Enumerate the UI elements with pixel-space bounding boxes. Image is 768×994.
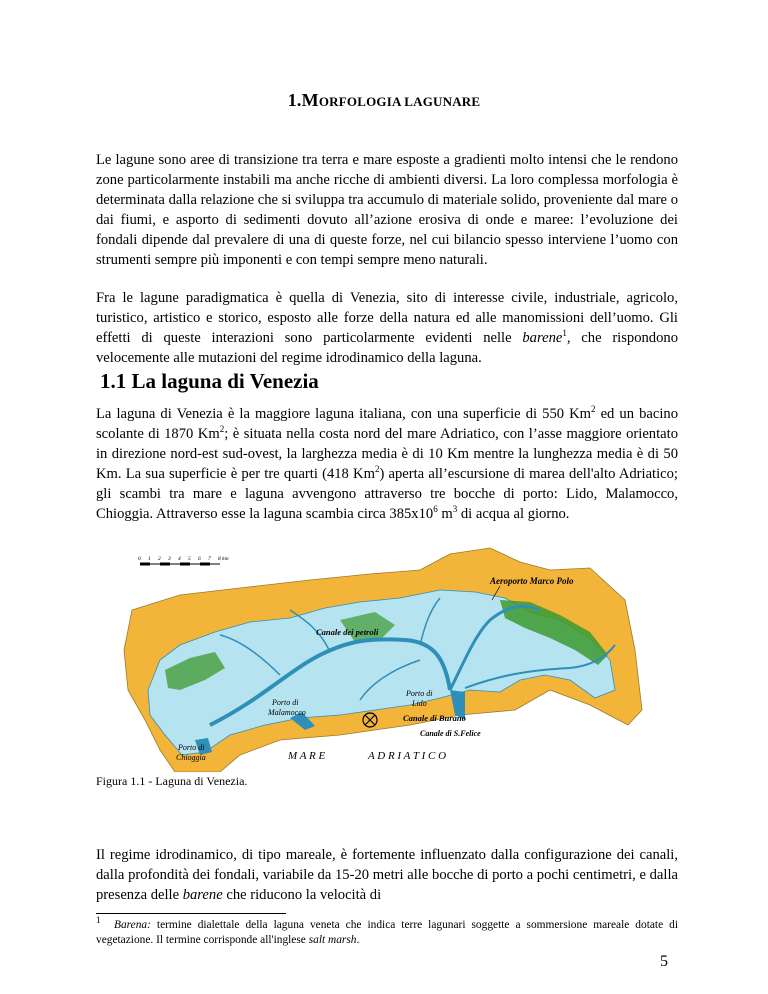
sup-superficie: 2 bbox=[591, 404, 596, 415]
footnote-text-b: . bbox=[356, 934, 360, 946]
scale-tick-3: 3 bbox=[168, 556, 171, 562]
paragraph-venezia-start: Fra le lagune paradigmatica è quella di Venezia, sito di interesse civile, industriale, agricolo, turistico, artistico e storico, esposto alle forze della natura ed alle manomissioni dell’uomo. Gli effetti di queste interazioni sono particolarmente evidenti nelle bbox=[96, 290, 678, 346]
paragraph-laguna bbox=[96, 404, 678, 524]
sup-bacino: 2 bbox=[219, 424, 225, 435]
label-canale-burano: Canale di Burano bbox=[403, 713, 466, 723]
label-porto-chioggia-2: Chioggia bbox=[176, 753, 206, 762]
scale-tick-2: 2 bbox=[158, 556, 161, 562]
label-porto-malamocco-2: Malamocco bbox=[268, 708, 306, 717]
footnote-text-a: termine dialettale della laguna veneta che indica terre lagunari soggette a sommersione mareale dotate di vegetazione. Il termine corrisponde all'inglese bbox=[96, 919, 678, 946]
paragraph-laguna-c: ; è situata nella costa nord del mare Adriatico, con l’asse maggiore orientato in direzione nord-est sud-ovest, la larghezza media è di 10 Km mentre la lunghezza media è di 50 Km. La sua superficie è per tre quarti (418 Km bbox=[96, 426, 678, 482]
paragraph-laguna-f: di acqua al giorno. bbox=[457, 506, 570, 522]
paragraph-laguna-e: m bbox=[437, 506, 453, 522]
sup-cubic: 3 bbox=[452, 504, 458, 515]
footnote-term-2: salt marsh bbox=[308, 934, 357, 946]
paragraph-regime bbox=[96, 845, 678, 905]
label-canale-sfelice: Canale di S.Felice bbox=[420, 729, 481, 738]
paragraph-intro: Le lagune sono aree di transizione tra terra e mare esposte a gradienti molto intensi che le rendono zone particolarmente instabili ma anche ricche di ambienti diversi. La loro complessa morfologia è determinata dalla relazione che si sviluppa tra accumulo di materiale solido, proveniente dal mare o dai fiumi, e asporto di sedimenti dovuto all’azione erosiva di onde e maree: l’evoluzione dei fondali dipende dal prevalere di una di queste forze, nel cui bilancio spesso interviene l’uomo con strumenti sempre più imponenti e con tempi sempre meno naturali. bbox=[96, 152, 678, 268]
scale-tick-8: 8 km bbox=[218, 556, 229, 562]
figure-caption: Figura 1.1 - Laguna di Venezia. bbox=[96, 774, 248, 788]
sup-quarti: 2 bbox=[374, 464, 380, 475]
footnote-divider bbox=[96, 913, 286, 914]
label-mare: M A R E bbox=[288, 750, 326, 762]
scale-tick-5: 5 bbox=[188, 556, 191, 562]
label-porto-lido-1: Porto di bbox=[406, 689, 433, 698]
footnote-ref: 1 bbox=[562, 328, 567, 339]
label-porto-lido-2: Lido bbox=[412, 699, 427, 708]
scale-tick-6: 6 bbox=[198, 556, 201, 562]
chapter-number: 1. bbox=[287, 90, 302, 110]
chapter-title-rest: ORFOLOGIA LAGUNARE bbox=[318, 94, 481, 109]
scale-tick-4: 4 bbox=[178, 556, 181, 562]
term-barene: barene bbox=[522, 330, 563, 346]
paragraph-venezia-end: , che rispondono velocemente alle mutazioni del regime idrodinamico della laguna. bbox=[96, 330, 678, 366]
map-scale-bar bbox=[138, 555, 229, 564]
paragraph-laguna-d: ) aperta all’escursione di marea dell'alto Adriatico; gli scambi tra mare e laguna avvengono attraverso tre bocche di porto: Lido, Malamocco, Chioggia. Attraverso esse la laguna scambia circa 385x10 bbox=[96, 466, 678, 522]
paragraph-laguna-a: La laguna di Venezia è la maggiore laguna italiana, con una superficie di 550 Km bbox=[96, 406, 591, 422]
footnote-term: Barena: bbox=[114, 919, 151, 931]
paragraph-regime-end: che riducono la velocità di bbox=[222, 887, 382, 903]
label-adriatico: A D R I A T I C O bbox=[368, 750, 447, 762]
scale-tick-7: 7 bbox=[208, 556, 211, 562]
scale-tick-0: 0 bbox=[138, 556, 141, 562]
label-aeroporto: Aeroporto Marco Polo bbox=[490, 576, 574, 586]
paragraph-laguna-b: ed un bacino scolante di 1870 Km bbox=[96, 406, 678, 442]
term-barene-2: barene bbox=[182, 887, 223, 903]
scale-tick-1: 1 bbox=[148, 556, 151, 562]
chapter-title bbox=[0, 90, 768, 111]
footnote: $^1$ Barena: termine dialettale della laguna veneta che indica terre lagunari soggette a sommersione mareale dotate di vegetazione. Il termine corrisponde all'inglese salt marsh. bbox=[96, 915, 678, 946]
chapter-title-initial: M bbox=[301, 90, 319, 110]
label-porto-chioggia-1: Porto di bbox=[178, 743, 205, 752]
sup-exponent: 6 bbox=[433, 504, 438, 515]
paragraph-venezia bbox=[96, 288, 678, 368]
label-porto-malamocco-1: Porto di bbox=[272, 698, 299, 707]
section-title: 1.1 La laguna di Venezia bbox=[100, 369, 319, 393]
paragraph-regime-start: Il regime idrodinamico, di tipo mareale, è fortemente influenzato dalla configurazione dei canali, dalla profondità dei fondali, variabile da 15-20 metri alle bocche di porto a pochi centimetri, e dalla presenza delle bbox=[96, 847, 678, 903]
label-canale-petroli: Canale dei petroli bbox=[316, 627, 379, 637]
page-number: 5 bbox=[660, 953, 668, 970]
laguna-map bbox=[120, 540, 645, 772]
